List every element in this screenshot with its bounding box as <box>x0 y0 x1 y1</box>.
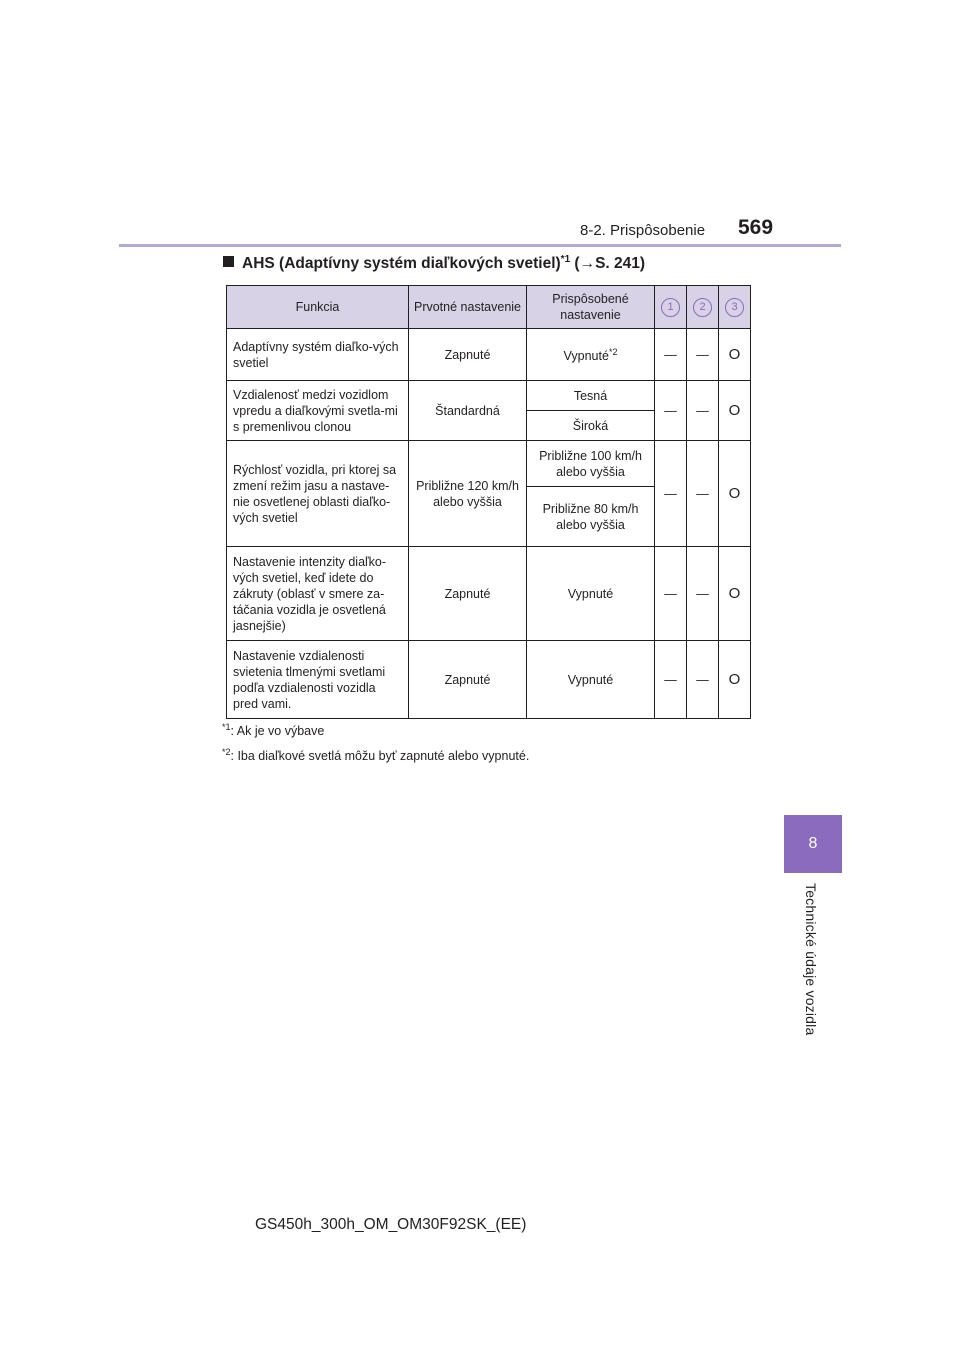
running-header-section: 8-2. Prispôsobenie <box>580 222 706 239</box>
footnote-1-text: : Ak je vo výbave <box>230 724 325 739</box>
row-col-3: O <box>719 547 751 641</box>
row-function: Nastavenie vzdialenosti svietenia tlmenými svetlami podľa vzdialenosti vozidla pred vami. <box>227 641 409 719</box>
table-row <box>227 381 751 411</box>
row-col-2: — <box>687 329 719 381</box>
row-col-1: — <box>655 547 687 641</box>
row-col-2: — <box>687 641 719 719</box>
header-col-3 <box>719 286 751 329</box>
row-col-1: — <box>655 329 687 381</box>
row-default: Zapnuté <box>409 547 527 641</box>
row-col-2: — <box>687 381 719 441</box>
row-col-1: — <box>655 441 687 547</box>
row-col-2: — <box>687 547 719 641</box>
row-custom-option-b: Široká <box>527 411 655 441</box>
row-function: Nastavenie intenzity diaľko-vých svetiel, keď idete do zákruty (oblasť v smere za-táčania vozidla je osvetlená jasnejšie) <box>227 547 409 641</box>
row-custom-option-a: Tesná <box>527 381 655 411</box>
row-col-2: — <box>687 441 719 547</box>
footnote-2-mark: *2 <box>222 747 231 757</box>
table-row <box>227 329 751 381</box>
table-row <box>227 641 751 719</box>
row-col-3: O <box>719 441 751 547</box>
section-title-footnote-mark: *1 <box>560 254 571 265</box>
customization-table <box>226 285 751 719</box>
page-number: 569 <box>738 216 774 239</box>
row-default: Zapnuté <box>409 641 527 719</box>
header-default: Prvotné nastavenie <box>409 286 527 329</box>
header-col-2 <box>687 286 719 329</box>
table-row <box>227 441 751 487</box>
table-header-row <box>227 286 751 329</box>
row-custom-footnote-mark: *2 <box>608 347 618 358</box>
table-row <box>227 547 751 641</box>
row-custom <box>527 329 655 381</box>
row-default: Približne 120 km/h alebo vyššia <box>409 441 527 547</box>
row-default: Štandardná <box>409 381 527 441</box>
row-custom-option-a: Približne 100 km/h alebo vyššia <box>527 441 655 487</box>
square-bullet-icon <box>223 256 234 267</box>
circle-number-1-icon: 1 <box>661 298 680 317</box>
document-code: GS450h_300h_OM_OM30F92SK_(EE) <box>255 1216 527 1233</box>
row-function: Adaptívny systém diaľko-vých svetiel <box>227 329 409 381</box>
row-custom-option-b: Približne 80 km/h alebo vyššia <box>527 487 655 547</box>
section-title <box>223 254 645 273</box>
footnote-2 <box>222 747 529 763</box>
footnote-1 <box>222 722 324 738</box>
section-title-page-ref: (→S. 241) <box>570 255 646 273</box>
row-function: Rýchlosť vozidla, pri ktorej sa zmení režim jasu a nastave-nie osvetlenej oblasti diaľko-vých svetiel <box>227 441 409 547</box>
row-custom: Vypnuté <box>527 547 655 641</box>
footnote-1-mark: *1 <box>222 722 231 732</box>
row-custom-text: Vypnuté <box>563 349 609 364</box>
row-function: Vzdialenosť medzi vozidlom vpredu a diaľkovými svetla-mi s premenlivou clonou <box>227 381 409 441</box>
row-col-3: O <box>719 381 751 441</box>
header-col-1 <box>655 286 687 329</box>
row-col-3: O <box>719 329 751 381</box>
footnote-2-text: : Iba diaľkové svetlá môžu byť zapnuté alebo vypnuté. <box>230 749 530 764</box>
header-function: Funkcia <box>227 286 409 329</box>
section-title-text: AHS (Adaptívny systém diaľkových svetiel) <box>242 255 561 273</box>
chapter-label: Technické údaje vozidla <box>803 883 819 1036</box>
row-custom: Vypnuté <box>527 641 655 719</box>
row-col-3: O <box>719 641 751 719</box>
row-col-1: — <box>655 641 687 719</box>
header-rule <box>119 244 841 247</box>
row-col-1: — <box>655 381 687 441</box>
chapter-tab: 8 <box>784 815 842 873</box>
row-default: Zapnuté <box>409 329 527 381</box>
header-custom: Prispôsobené nastavenie <box>527 286 655 329</box>
circle-number-2-icon: 2 <box>693 298 712 317</box>
circle-number-3-icon: 3 <box>725 298 744 317</box>
